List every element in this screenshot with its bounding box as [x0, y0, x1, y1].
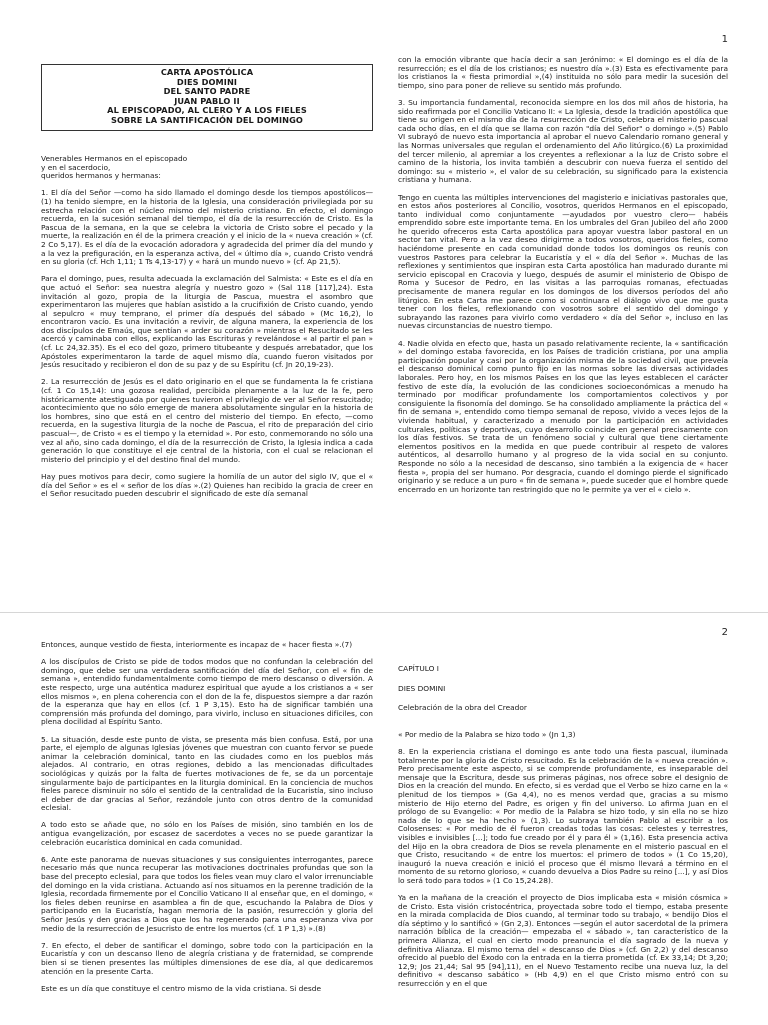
paragraph: Hay pues motivos para decir, como sugiere la homilía de un autor del siglo IV, que el « día del Señor » es el « señor de los días ».(2) Quienes han recibido la gracia de creer en el Señor resucitado pueden descubrir el significado de este día semanal	[41, 471, 373, 499]
paragraph: 1. El día del Señor —como ha sido llamado el domingo desde los tiempos apostólicos—(1) ha tenido siempre, en la historia de la Iglesia, una consideración privilegiada por su estrecha relación con el núcleo mismo del misterio cristiano. En efecto, el domingo recuerda, en la sucesión semanal del tiempo, el día de la resurrección de Cristo. Es la Pascua de la semana, en la que se celebra la victoria de Cristo sobre el pecado y la muerte, la realización en él de la primera creación y el inicio de la « nueva creación » (cf. 2 Co 5,17). Es el día de la evocación adoradora y agradecida del primer día del mundo y a la vez la prefiguración, en la esperanza activa, del « último día », cuando Cristo vendrá en su gloria (cf. Hch 1,11; 1 Ts 4,13-17) y « hará un mundo nuevo » (cf. Ap 21,5).	[41, 188, 373, 267]
left-column	[41, 155, 373, 507]
page-number: 2	[721, 627, 728, 638]
paragraph: Tengo en cuenta las múltiples intervenciones del magisterio e iniciativas pastorales que, en estos años posteriores al Concilio, vosotros, queridos Hermanos en el episcopado, tanto individual como conjuntamente —ayudados por vuestro clero— habéis emprendido sobre este importante tema. En los umbrales del Gran Jubileo del año 2000 he querido ofreceros esta Carta apostólica para apoyar vuestra labor pastoral en un sector tan vital. Pero a la vez deseo dirigirme a todos vosotros, queridos fieles, como haciéndome presente en cada comunidad donde todos los domingos os reunís con vuestros Pastores para celebrar la Eucaristía y el « día del Señor ». Muchas de las reflexiones y sentimientos que inspiran esta Carta apostólica han madurado durante mi servicio episcopal en Cracovia y luego, después de asumir el ministerio de Obispo de Roma y Sucesor de Pedro, en las visitas a las parroquias romanas, efectuadas precisamente de manera regular en los domingos de los diversos períodos del año litúrgico. En esta Carta me parece como si continuara el diálogo vivo que me gusta tener con los fieles, reflexionando con vosotros sobre el sentido del domingo y subrayando las razones para vivirlo como verdadero « día del Señor », incluso en las nuevas circunstancias de nuestro tiempo.	[398, 192, 728, 331]
greeting-line: queridos hermanos y hermanas:	[41, 171, 161, 181]
paragraph: A los discípulos de Cristo se pide de todos modos que no confundan la celebración del domingo, que debe ser una verdadera santificación del día del Señor, con el « fin de semana », entendido fundamentalmente como tiempo de mero descanso o diversión. A este respecto, urge una auténtica madurez espiritual que ayude a los cristianos a « ser ellos mismos », en plena coherencia con el don de la fe, dispuestos siempre a dar razón de la esperanza que hay en ellos (cf. 1 P 3,15). Esto ha de significar también una comprensión más profunda del domingo, para vivirlo, incluso en situaciones difíciles, con plena docilidad al Espíritu Santo.	[41, 657, 373, 727]
paragraph: 6. Ante este panorama de nuevas situaciones y sus consiguientes interrogantes, parece necesario más que nunca recuperar las motivaciones doctrinales profundas que son la base del precepto eclesial, para que todos los fieles vean muy claro el valor irrenunciable del domingo en la vida cristiana. Actuando así nos situamos en la perenne tradición de la Iglesia, recordada firmemente por el Concilio Vaticano II al enseñar que, en el domingo, « los fieles deben reunirse en asamblea a fin de que, escuchando la Palabra de Dios y participando en la Eucaristía, hagan memoria de la pasión, resurrección y gloria del Señor Jesús y den gracias a Dios que los ha regenerado para una esperanza viva por medio de la resurrección de Jesucristo de entre los muertos (cf. 1 P 1,3) ».(8)	[41, 854, 373, 933]
title-line: DEL SANTO PADRE	[163, 86, 251, 97]
paragraph: Ya en la mañana de la creación el proyecto de Dios implicaba esta « misión cósmica » de Cristo. Esta visión cristocéntrica, proyectada sobre todo el tiempo, estaba presente en la mirada complacida de Dios cuando, al terminar todo su trabajo, « bendijo Dios el día séptimo y lo santificó » (Gn 2,3). Entonces —según el autor sacerdotal de la primera narración bíblica de la creación— empezaba el « sábado », tan característico de la primera Alianza, el cual en cierto modo preanuncia el día sagrado de la nueva y definitiva Alianza. El mismo tema del « descanso de Dios » (cf. Gn 2,2) y del descanso ofrecido al pueblo del Éxodo con la entrada en la tierra prometida (cf. Ex 33,14; Dt 3,20; 12,9; Jos 21,44; Sal 95 [94],11), en el Nuevo Testamento recibe una nueva luz, la del definitivo « descanso sabático » (Hb 4,9) en el que Cristo mismo entró con su resurrección y en el que	[398, 893, 728, 988]
paragraph: 8. En la experiencia cristiana el domingo es ante todo una fiesta pascual, iluminada totalmente por la gloria de Cristo resucitado. Es la celebración de la « nueva creación ». Pero precisamente este aspecto, si se comprende profundamente, es inseparable del mensaje que la Escritura, desde sus primeras páginas, nos ofrece sobre el designio de Dios en la creación del mundo. En efecto, si es verdad que el Verbo se hizo carne en la « plenitud de los tiempos » (Ga 4,4), no es menos verdad que, gracias a su mismo misterio de Hijo eterno del Padre, es origen y fin del universo. Lo afirma Juan en el prólogo de su Evangelio: « Por medio de la Palabra se hizo todo, y sin ella no se hizo nada de lo que se ha hecho » (1,3). Lo subraya también Pablo al escribir a los Colosenses: « Por medio de él fueron creadas todas las cosas: celestes y terrestres, visibles e invisibles [...]; todo fue creado por él y para él » (1,16). Esta presencia activa del Hijo en la obra creadora de Dios se revela plenamente en el misterio pascual en el que Cristo, resucitando « de entre los muertos: el primero de todos » (1 Co 15,20), inauguró la nueva creación e inició el proceso que él mismo llevará a término en el momento de su retorno glorioso, « cuando devuelva a Dios Padre su reino [...], y así Dios lo será todo para todos » (1 Co 15,24.28).	[398, 746, 728, 885]
title-line: DIES DOMINI	[176, 76, 238, 87]
paragraph: 7. En efecto, el deber de santificar el domingo, sobre todo con la participación en la Eucaristía y con un descanso lleno de alegría cristiana y de fraternidad, se comprende bien si se tienen presentes las múltiples dimensiones de ese día, al que dedicaremos atención en la presente Carta.	[41, 940, 373, 976]
paragraph: 5. La situación, desde este punto de vista, se presenta más bien confusa. Está, por una parte, el ejemplo de algunas Iglesias jóvenes que muestran con cuanto fervor se puede animar la celebración dominical, tanto en las ciudades como en los pueblos más alejados. Al contrario, en otras regiones, debido a las mencionadas dificultades sociológicas y quizás por la falta de fuertes motivaciones de fe, se da un porcentaje singularmente bajo de participantes en la liturgia dominical. En la conciencia de muchos fieles parece disminuir no sólo el sentido de la centralidad de la Eucaristía, sino incluso el deber de dar gracias al Señor, rezándole junto con otros dentro de la comunidad eclesial.	[41, 734, 373, 813]
paragraph: con la emoción vibrante que hacía decir a san Jerónimo: « El domingo es el día de la resurrección; es el día de los cristianos; es nuestro día ».(3) Esta es efectivamente para los cristianos la « fiesta primordial »,(4) instituida no sólo para medir la sucesión del tiempo, sino para poner de relieve su sentido más profundo.	[398, 55, 728, 90]
epigraph: « Por medio de la Palabra se hizo todo » (Jn 1,3)	[398, 729, 576, 739]
document-title-box	[41, 64, 373, 131]
chapter-title: DIES DOMINI	[398, 683, 446, 693]
page-number: 1	[721, 34, 728, 45]
paragraph: 4. Nadie olvida en efecto que, hasta un pasado relativamente reciente, la « santificación » del domingo estaba favorecida, en los Países de tradición cristiana, por una amplia participación popular y casi por la organización misma de la sociedad civil, que preveía el descanso dominical como punto fijo en las normas sobre las diversas actividades laborales. Pero hoy, en los mismos Países en los que las leyes establecen el carácter festivo de este día, la evolución de las condiciones socioeconómicas a menudo ha terminado por modificar profundamente los comportamientos colectivos y por consiguiente la fisonomía del domingo. Se ha consolidado ampliamente la práctica del « fin de semana », entendido como tiempo semanal de reposo, vivido a veces lejos de la vivienda habitual, y caracterizado a menudo por la participación en actividades culturales, políticas y deportivas, cuyo desarrollo coincide en general precisamente con los días festivos. Se trata de un fenómeno social y cultural que tiene ciertamente elementos positivos en la medida en que puede contribuir al respeto de valores auténticos, al desarrollo humano y al progreso de la vida social en su conjunto. Responde no sólo a la necesidad de descanso, sino también a la exigencia de « hacer fiesta », propia del ser humano. Por desgracia, cuando el domingo pierde el significado originario y se reduce a un puro « fin de semana », puede suceder que el hombre quede encerrado en un horizonte tan restringido que no le permite ya ver el « cielo ».	[398, 338, 728, 494]
paragraph: Para el domingo, pues, resulta adecuada la exclamación del Salmista: « Este es el día en que actuó el Señor: sea nuestra alegría y nuestro gozo » (Sal 118 [117],24). Esta invitación al gozo, propia de la liturgia de Pascua, muestra el asombro que experimentaron las mujeres que habían asistido a la crucifixión de Cristo cuando, yendo al sepulcro « muy temprano, el primer día después del sábado » (Mc 16,2), lo encontraron vacío. Es una invitación a revivir, de alguna manera, la experiencia de los dos discípulos de Emaús, que sentían « arder su corazón » mientras el Resucitado se les acercó y caminaba con ellos, explicando las Escrituras y revelándose « al partir el pan » (cf. Lc 24,32.35). Es el eco del gozo, primero titubeante y después arrebatador, que los Apóstoles experimentaron la tarde de aquel mismo día, cuando fueron visitados por Jesús resucitado y recibieron el don de su paz y de su Espíritu (cf. Jn 20,19-23).	[41, 274, 373, 370]
greeting-line: y en el sacerdocio,	[41, 162, 111, 172]
paragraph: Entonces, aunque vestido de fiesta, interiormente es incapaz de « hacer fiesta ».(7)	[41, 640, 353, 649]
title-line: JUAN PABLO II	[174, 95, 240, 106]
paragraph: 3. Su importancia fundamental, reconocida siempre en los dos mil años de historia, ha sido reafirmada por el Concilio Vaticano II: « La Iglesia, desde la tradición apostólica que tiene su origen en el mismo día de la resurrección de Cristo, celebra el misterio pascual cada ocho días, en el día que se llama con razón "día del Señor" o domingo ».(5) Pablo VI subrayó de nuevo esta importancia al aprobar el nuevo Calendario romano general y las Normas universales que regulan el ordenamiento del Año litúrgico.(6) La proximidad del tercer milenio, al apremiar a los creyentes a reflexionar a la luz de Cristo sobre el camino de la historia, los invita también a descubrir con nueva fuerza el sentido del domingo: su « misterio », el valor de su celebración, su significado para la existencia cristiana y humana.	[398, 97, 728, 185]
chapter-subtitle: Celebración de la obra del Creador	[398, 703, 527, 713]
title-line: CARTA APOSTÓLICA	[160, 67, 254, 77]
right-column	[398, 56, 728, 503]
title-line: AL EPISCOPADO, AL CLERO Y A LOS FIELES	[107, 105, 307, 116]
left-column	[41, 641, 373, 993]
greeting-line: Venerables Hermanos en el episcopado	[41, 154, 188, 163]
paragraph: 2. La resurrección de Jesús es el dato originario en el que se fundamenta la fe cristiana (cf. 1 Co 15,14): una gozosa realidad, percibida plenamente a la luz de la fe, pero históricamente atestiguada por quienes tuvieron el privilegio de ver al Señor resucitado; acontecimiento que no sólo emerge de manera absolutamente singular en la historia de los hombres, sino que está en el centro del misterio del tiempo. En efecto, —como recuerda, en la sugestiva liturgia de la noche de Pascua, el rito de preparación del cirio pascual—, de Cristo « es el tiempo y la eternidad ». Por esto, conmemorando no sólo una vez al año, sino cada domingo, el día de la resurrección de Cristo, la Iglesia indica a cada generación lo que constituye el eje central de la historia, con el cual se relacionan el misterio del principio y el del destino final del mundo.	[41, 377, 373, 464]
truncated-line: Este es un día que constituye el centro mismo de la vida cristiana. Si desde	[41, 984, 321, 993]
paragraph: A todo esto se añade que, no sólo en los Países de misión, sino también en los de antigua evangelización, por escasez de sacerdotes a veces no se puede garantizar la celebración eucarística dominical en cada comunidad.	[41, 820, 373, 847]
chapter-heading	[398, 665, 728, 713]
page-2	[0, 612, 768, 1025]
chapter-label: CAPÍTULO I	[398, 664, 439, 673]
greeting	[41, 155, 373, 181]
right-column	[398, 665, 728, 997]
title-line: SOBRE LA SANTIFICACIÓN DEL DOMINGO	[110, 114, 303, 125]
